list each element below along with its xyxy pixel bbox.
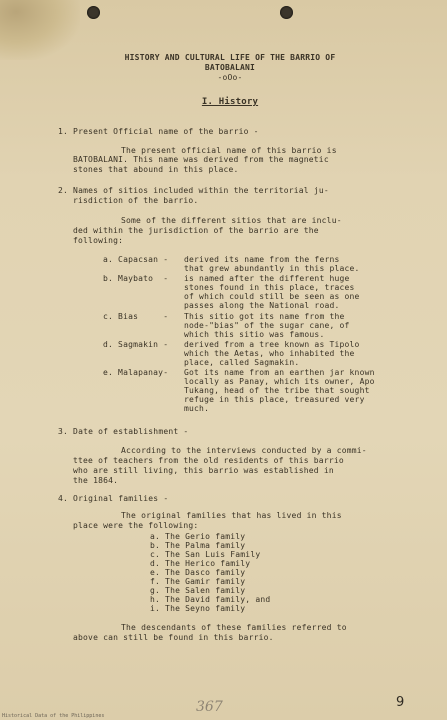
item-4-intro-line: The original families that has lived in this xyxy=(121,511,342,520)
sitio-desc-line: locally as Panay, which its owner, Apo xyxy=(184,377,375,386)
item-3-body-line: the 1864. xyxy=(73,476,119,485)
item-1-heading: 1. Present Official name of the barrio - xyxy=(58,127,259,136)
item-1-body-line: The present official name of this barrio is xyxy=(121,146,337,155)
sitio-name: e. Malapanay- xyxy=(103,368,169,377)
sitio-name: c. Bias - xyxy=(103,312,169,321)
page-number: 9 xyxy=(396,695,405,710)
item-3-body-line: According to the interviews conducted by a commi- xyxy=(121,446,367,455)
item-3-body-line: who are still living, this barrio was established in xyxy=(73,466,334,475)
sitio-desc-line: Tukang, head of the tribe that sought xyxy=(184,386,370,395)
item-4-intro-line: place were the following: xyxy=(73,521,199,530)
sitio-name: b. Maybato - xyxy=(103,274,169,283)
title-line-2: BATOBALANI xyxy=(204,63,256,72)
sitio-desc-line: Got its name from an earthen jar known xyxy=(184,368,375,377)
torn-corner xyxy=(0,0,80,60)
sitio-desc-line: of which could still be seen as one xyxy=(184,292,360,301)
item-3-heading: 3. Date of establishment - xyxy=(58,427,189,436)
title-ornament: -oOo- xyxy=(217,73,243,82)
family-item: a. The Gerio family xyxy=(150,532,246,541)
sitio-desc-line: derived from a tree known as Tipolo xyxy=(184,340,360,349)
family-item: g. The Salen family xyxy=(150,586,246,595)
sitio-desc-line: which the Aetas, who inhabited the xyxy=(184,349,355,358)
sitio-desc-line: is named after the different huge xyxy=(184,274,350,283)
sitio-desc-line: that grew abundantly in this place. xyxy=(184,264,360,273)
sitio-desc-line: refuge in this place, treasured very xyxy=(184,395,365,404)
item-2-heading-line: 2. Names of sitios included within the territorial ju- xyxy=(58,186,329,195)
binder-hole-right xyxy=(280,6,293,19)
item-2-heading-line: risdiction of the barrio. xyxy=(73,196,199,205)
sitio-desc-line: node-"bias" of the sugar cane, of xyxy=(184,321,350,330)
family-item: i. The Seyno family xyxy=(150,604,246,613)
item-4-closing-line: The descendants of these families referred to xyxy=(121,623,347,632)
family-item: d. The Herico family xyxy=(150,559,251,568)
archive-stamp: Historical Data of the Philippines xyxy=(2,713,105,719)
sitio-desc-line: which this sitio was famous. xyxy=(184,330,325,339)
family-item: e. The Dasco family xyxy=(150,568,246,577)
family-item: c. The San Luis Family xyxy=(150,550,261,559)
sitio-desc-line: much. xyxy=(184,404,210,413)
sitio-desc-line: place, called Sagmakin. xyxy=(184,358,300,367)
sitio-name: a. Capacsan - xyxy=(103,255,169,264)
handwritten-archive-number: 367 xyxy=(196,699,223,715)
item-1-body-line: BATOBALANI. This name was derived from the magnetic xyxy=(73,155,329,164)
sitio-desc-line: This sitio got its name from the xyxy=(184,312,345,321)
item-4-closing-line: above can still be found in this barrio. xyxy=(73,633,274,642)
item-3-body-line: ttee of teachers from the old residents of this barrio xyxy=(73,456,344,465)
family-item: h. The David family, and xyxy=(150,595,271,604)
item-1-body-line: stones that abound in this place. xyxy=(73,165,239,174)
binder-hole-left xyxy=(87,6,100,19)
family-item: f. The Gamir family xyxy=(150,577,246,586)
item-2-intro-line: following: xyxy=(73,236,124,245)
title-line-1: HISTORY AND CULTURAL LIFE OF THE BARRIO OF xyxy=(124,53,336,62)
item-4-heading: 4. Original families - xyxy=(58,494,169,503)
section-heading: I. History xyxy=(201,97,259,107)
sitio-desc-line: passes along the National road. xyxy=(184,301,340,310)
item-2-intro-line: ded within the jurisdiction of the barrio are the xyxy=(73,226,319,235)
family-item: b. The Palma family xyxy=(150,541,246,550)
sitio-desc-line: derived its name from the ferns xyxy=(184,255,340,264)
item-2-intro-line: Some of the different sitios that are inclu- xyxy=(121,216,342,225)
sitio-desc-line: stones found in this place, traces xyxy=(184,283,355,292)
sitio-name: d. Sagmakin - xyxy=(103,340,169,349)
